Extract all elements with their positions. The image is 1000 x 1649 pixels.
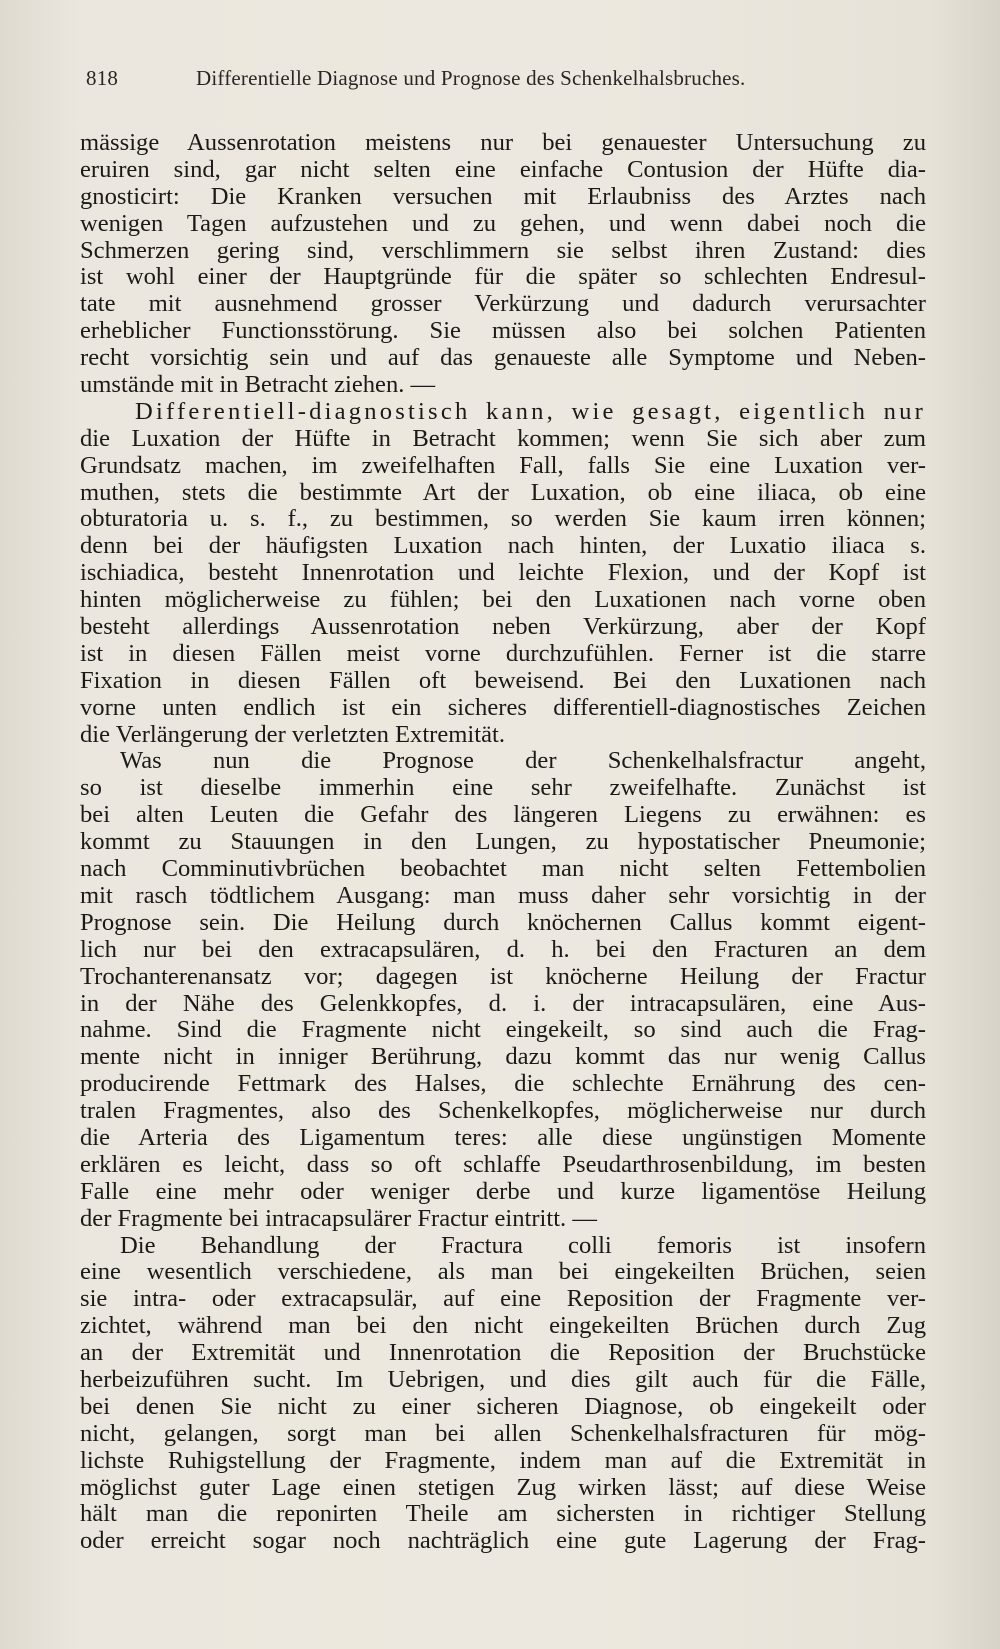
text-line: Trochanterenansatz vor; dagegen ist knöcherne Heilung der Fractur (80, 962, 926, 990)
text-line: ist wohl einer der Hauptgründe für die später so schlechten Endresul- (80, 263, 926, 291)
text-line: der Fragmente bei intracapsulärer Fractur eintritt. — (80, 1204, 597, 1232)
text-line: vorne unten endlich ist ein sicheres differentiell-diagnostisches Zeichen (80, 693, 926, 721)
text-line: Fixation in diesen Fällen oft beweisend. Bei den Luxationen nach (80, 666, 926, 694)
text-line: so ist dieselbe immerhin eine sehr zweifelhafte. Zunächst ist (80, 774, 926, 802)
text-line: mente nicht in inniger Berührung, dazu kommt das nur wenig Callus (80, 1043, 926, 1071)
text-line: Die Behandlung der Fractura colli femoris ist insofern (120, 1231, 926, 1259)
text-line: producirende Fettmark des Halses, die schlechte Ernährung des cen- (80, 1070, 926, 1098)
text-line: möglichst guter Lage einen stetigen Zug wirken lässt; auf diese Weise (80, 1473, 926, 1501)
body-text (80, 130, 926, 1555)
text-line: Schmerzen gering sind, verschlimmern sie selbst ihren Zustand: dies (80, 236, 926, 264)
text-line: wenigen Tagen aufzustehen und zu gehen, und wenn dabei noch die (80, 209, 926, 237)
text-line: ischiadica, besteht Innenrotation und leichte Flexion, und der Kopf ist (80, 559, 926, 587)
text-line: gnosticirt: Die Kranken versuchen mit Erlaubniss des Arztes nach (80, 182, 926, 210)
text-line: hält man die reponirten Theile am sichersten in richtiger Stellung (80, 1500, 926, 1528)
text-line: eine wesentlich verschiedene, als man bei eingekeilten Brüchen, seien (80, 1258, 926, 1286)
text-line: Falle eine mehr oder weniger derbe und kurze ligamentöse Heilung (80, 1177, 926, 1205)
text-line: muthen, stets die bestimmte Art der Luxation, ob eine iliaca, ob eine (80, 478, 926, 506)
text-line: umstände mit in Betracht ziehen. — (80, 371, 436, 399)
text-line: lichste Ruhigstellung der Fragmente, indem man auf die Extremität in (80, 1446, 926, 1474)
text-line: in der Nähe des Gelenkkopfes, d. i. der intracapsulären, eine Aus- (80, 989, 926, 1017)
text-line: recht vorsichtig sein und auf das genaueste alle Symptome und Neben- (80, 344, 926, 372)
text-line: ist in diesen Fällen meist vorne durchzufühlen. Ferner ist die starre (80, 639, 926, 667)
text-line: nahme. Sind die Fragmente nicht eingekeilt, so sind auch die Frag- (80, 1016, 926, 1044)
text-line: oder erreicht sogar noch nachträglich eine gute Lagerung der Frag- (80, 1527, 926, 1555)
text-line: erheblicher Functionsstörung. Sie müssen also bei solchen Patienten (80, 317, 926, 345)
text-line: Grundsatz machen, im zweifelhaften Fall, falls Sie eine Luxation ver- (80, 451, 926, 479)
text-line: die Luxation der Hüfte in Betracht kommen; wenn Sie sich aber zum (80, 424, 926, 452)
text-line: mässige Aussenrotation meistens nur bei genauester Untersuchung zu (80, 129, 926, 156)
text-line: kommt zu Stauungen in den Lungen, zu hypostatischer Pneumonie; (80, 828, 926, 856)
text-line: Prognose sein. Die Heilung durch knöchernen Callus kommt eigent- (80, 908, 926, 936)
text-line: die Verlängerung der verletzten Extremität. (80, 720, 505, 748)
running-title: Differentielle Diagnose und Prognose des Schenkelhalsbruches. (196, 66, 746, 90)
text-line: nach Comminutivbrüchen beobachtet man nicht selten Fettembolien (80, 855, 926, 883)
text-line: lich nur bei den extracapsulären, d. h. bei den Fracturen an dem (80, 935, 926, 963)
text-line: mit rasch tödtlichem Ausgang: man muss daher sehr vorsichtig in der (80, 881, 926, 909)
text-line: Was nun die Prognose der Schenkelhalsfractur angeht, (120, 747, 926, 775)
text-line: zichtet, während man bei den nicht eingekeilten Brüchen durch Zug (80, 1312, 926, 1340)
text-line: sie intra- oder extracapsulär, auf eine Reposition der Fragmente ver- (80, 1285, 926, 1313)
text-line: obturatoria u. s. f., zu bestimmen, so werden Sie kaum irren können; (80, 505, 926, 533)
text-line: erklären es leicht, dass so oft schlaffe Pseudarthrosenbildung, im besten (80, 1150, 926, 1178)
text-line: Differentiell-diagnostisch kann, wie gesagt, eigentlich nur (135, 397, 926, 425)
text-line: besteht allerdings Aussenrotation neben Verkürzung, aber der Kopf (80, 613, 926, 641)
page-number: 818 (86, 66, 119, 90)
text-line: tralen Fragmentes, also des Schenkelkopfes, möglicherweise nur durch (80, 1097, 926, 1125)
text-line: bei denen Sie nicht zu einer sicheren Diagnose, ob eingekeilt oder (80, 1392, 926, 1420)
text-line: herbeizuführen sucht. Im Uebrigen, und dies gilt auch für die Fälle, (80, 1365, 926, 1393)
text-line: hinten möglicherweise zu fühlen; bei den Luxationen nach vorne oben (80, 586, 926, 614)
running-header (86, 66, 916, 91)
text-line: tate mit ausnehmend grosser Verkürzung und dadurch verursachter (80, 290, 926, 318)
text-line: die Arteria des Ligamentum teres: alle diese ungünstigen Momente (80, 1123, 926, 1151)
text-line: an der Extremität und Innenrotation die Reposition der Bruchstücke (80, 1339, 926, 1367)
text-line: denn bei der häufigsten Luxation nach hinten, der Luxatio iliaca s. (80, 532, 926, 560)
text-line: nicht, gelangen, sorgt man bei allen Schenkelhalsfracturen für mög- (80, 1419, 926, 1447)
text-line: bei alten Leuten die Gefahr des längeren Liegens zu erwähnen: es (80, 801, 926, 829)
text-line: eruiren sind, gar nicht selten eine einfache Contusion der Hüfte dia- (80, 155, 926, 183)
